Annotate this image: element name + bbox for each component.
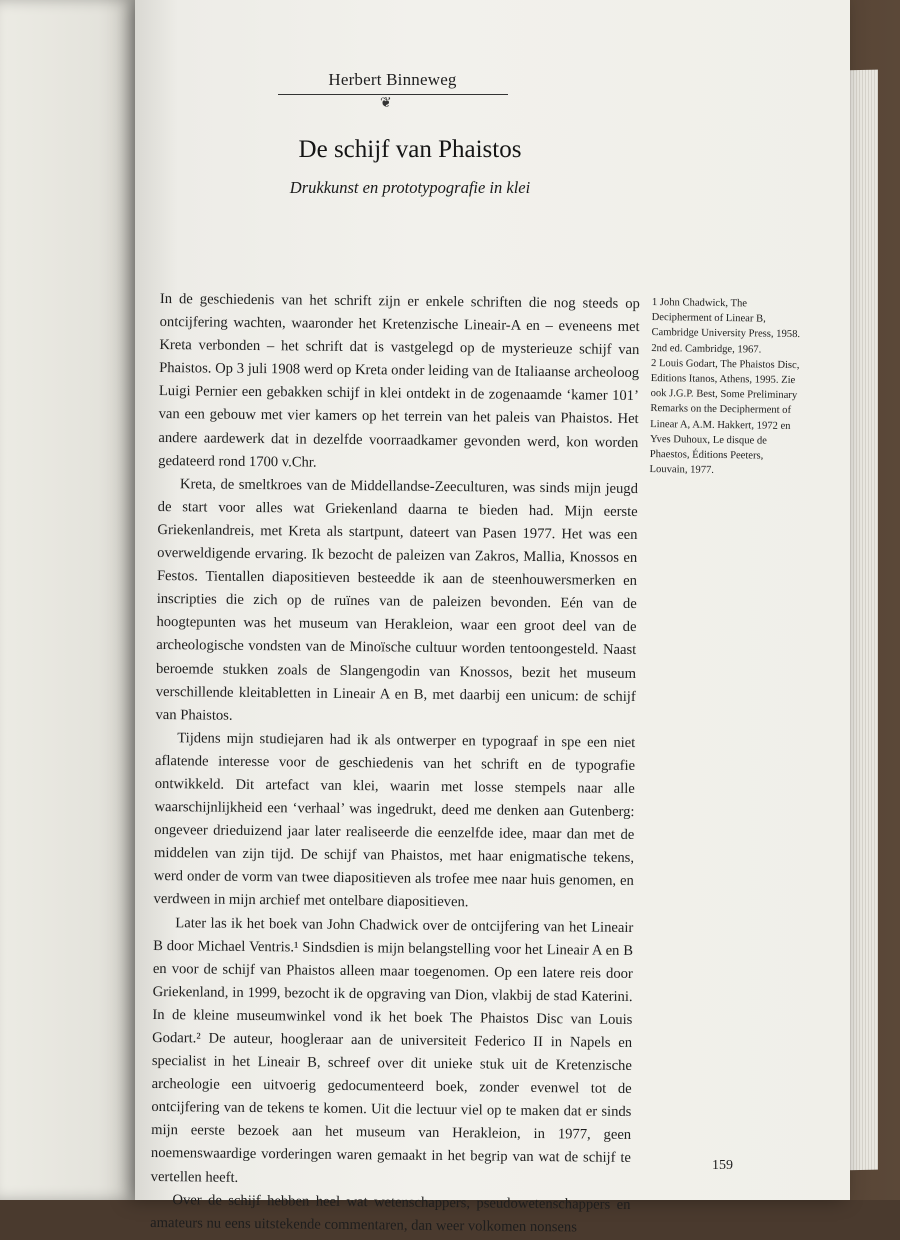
paragraph: In de geschiedenis van het schrift zijn er enkele schriften die nog steeds op ontcijfering wachten, waaronder het Kretenzische Lineair-A en – eveneens met Kreta verbonden – het schrift dat is vastgelegd op de mysterieuze schijf van Phaistos. Op 3 juli 1908 werd op Kreta onder leiding van de Italiaanse archeoloog Luigi Pernier een gebakken schijf in klei ontdekt in de zogenaamde ‘kamer 101’ van een gebouw met vier kamers op het terrein van het paleis van Phaistos. Het andere aardewerk dat in dezelfde voorraadkamer gevonden werd, kon worden gedateerd rond 1700 v.Chr. [158, 290, 640, 471]
footnotes [649, 295, 802, 480]
paragraph: Later las ik het boek van John Chadwick over de ontcijfering van het Lineair B door Michael Ventris.¹ Sindsdien is mijn belangstelling voor het Lineair A en B en voor de schijf van Phaistos alleen maar toegenomen. Op een latere reis door Griekenland, in 1999, bezocht ik de opgraving van Dion, vlakbij de stad Katerini. In de kleine museumwinkel vond ik het boek The Phaistos Disc van Louis Godart.² De auteur, hoogleraar aan de universiteit Federico II in Napels en specialist in het Lineair B, schreef over dit unieke stuk uit de Kretenzische archeologie een uitvoerig gedocumenteerd boek, zonder evenwel tot de ontcijfering van de tekens te komen. Uit die lectuur viel op te maken dat er sinds mijn eerste bezoek aan het museum van Herakleion, in 1977, geen noemenswaardige vorderingen waren gemaakt in het begrip van wat de schijf te vertellen heeft. [150, 914, 634, 1186]
author-name: Herbert Binneweg [328, 70, 457, 89]
paragraph: Tijdens mijn studiejaren had ik als ontwerper en typograaf in spe een niet aflatende interesse voor de geschiedenis van het schrift en de typografie ontwikkeld. Dit artefact van klei, waarin met losse stempels naar alle waarschijnlijkheid een ‘verhaal’ was ingedrukt, deed me denken aan Gutenberg: ongeveer drieduizend jaar later realiseerde die eenzelfde idee, maar dan met de middelen van zijn tijd. De schijf van Phaistos, met haar enigmatische tekens, werd onder de vorm van twee diapositieven als trofee mee naar huis genomen, en verdween in mijn archief met ontelbare diapositieven. [153, 729, 636, 911]
paragraph: Over de schijf hebben heel wat wetenschappers, pseudowetenschappers en amateurs nu eens uitstekende commentaren, dan weer volkomen nonsens [150, 1191, 631, 1236]
footnote: 1 John Chadwick, The Decipherment of Linear B, Cambridge University Press, 1958. 2nd ed. Cambridge, 1967. [651, 296, 801, 356]
header-rule [278, 94, 508, 95]
page-number: 159 [712, 1158, 733, 1173]
body-text [150, 288, 640, 1240]
footnote: 2 Louis Godart, The Phaistos Disc, Editions Itanos, Athens, 1995. Zie ook J.G.P. Best, Some Preliminary Remarks on the Decipherment of Linear A, A.M. Hakkert, 1972 en Yves Duhoux, Le disque de Phaestos, Éditions Peeters, Louvain, 1977. [649, 357, 800, 477]
page-subtitle: Drukkunst en prototypografie in klei [289, 178, 531, 197]
page-title: De schijf van Phaistos [298, 136, 522, 163]
ornament-icon: ❦ [380, 96, 392, 111]
left-page [0, 0, 140, 1200]
paragraph: Kreta, de smeltkroes van de Middellandse-Zeeculturen, was sinds mijn jeugd de start voor alles wat Griekenland daarna te bieden had. Mijn eerste Griekenlandreis, met Kreta als startpunt, dateert van Pasen 1977. Het was een overweldigende ervaring. Ik bezocht de paleizen van Zakros, Mallia, Knossos en Festos. Tientallen diapositieven besteedde ik aan de steenhouwersmerken en inscripties die zich op de ruïnes van de paleizen bevonden. Eén van de hoogtepunten was het museum van Herakleion, waar een groot deel van de archeologische vondsten van de Minoïsche cultuur worden tentoongesteld. Naast beroemde stukken zoals de Slangengodin van Knossos, bezit het museum verschillende kleitabletten in Lineair A en B, met daarbij een unicum: de schijf van Phaistos. [155, 475, 639, 724]
